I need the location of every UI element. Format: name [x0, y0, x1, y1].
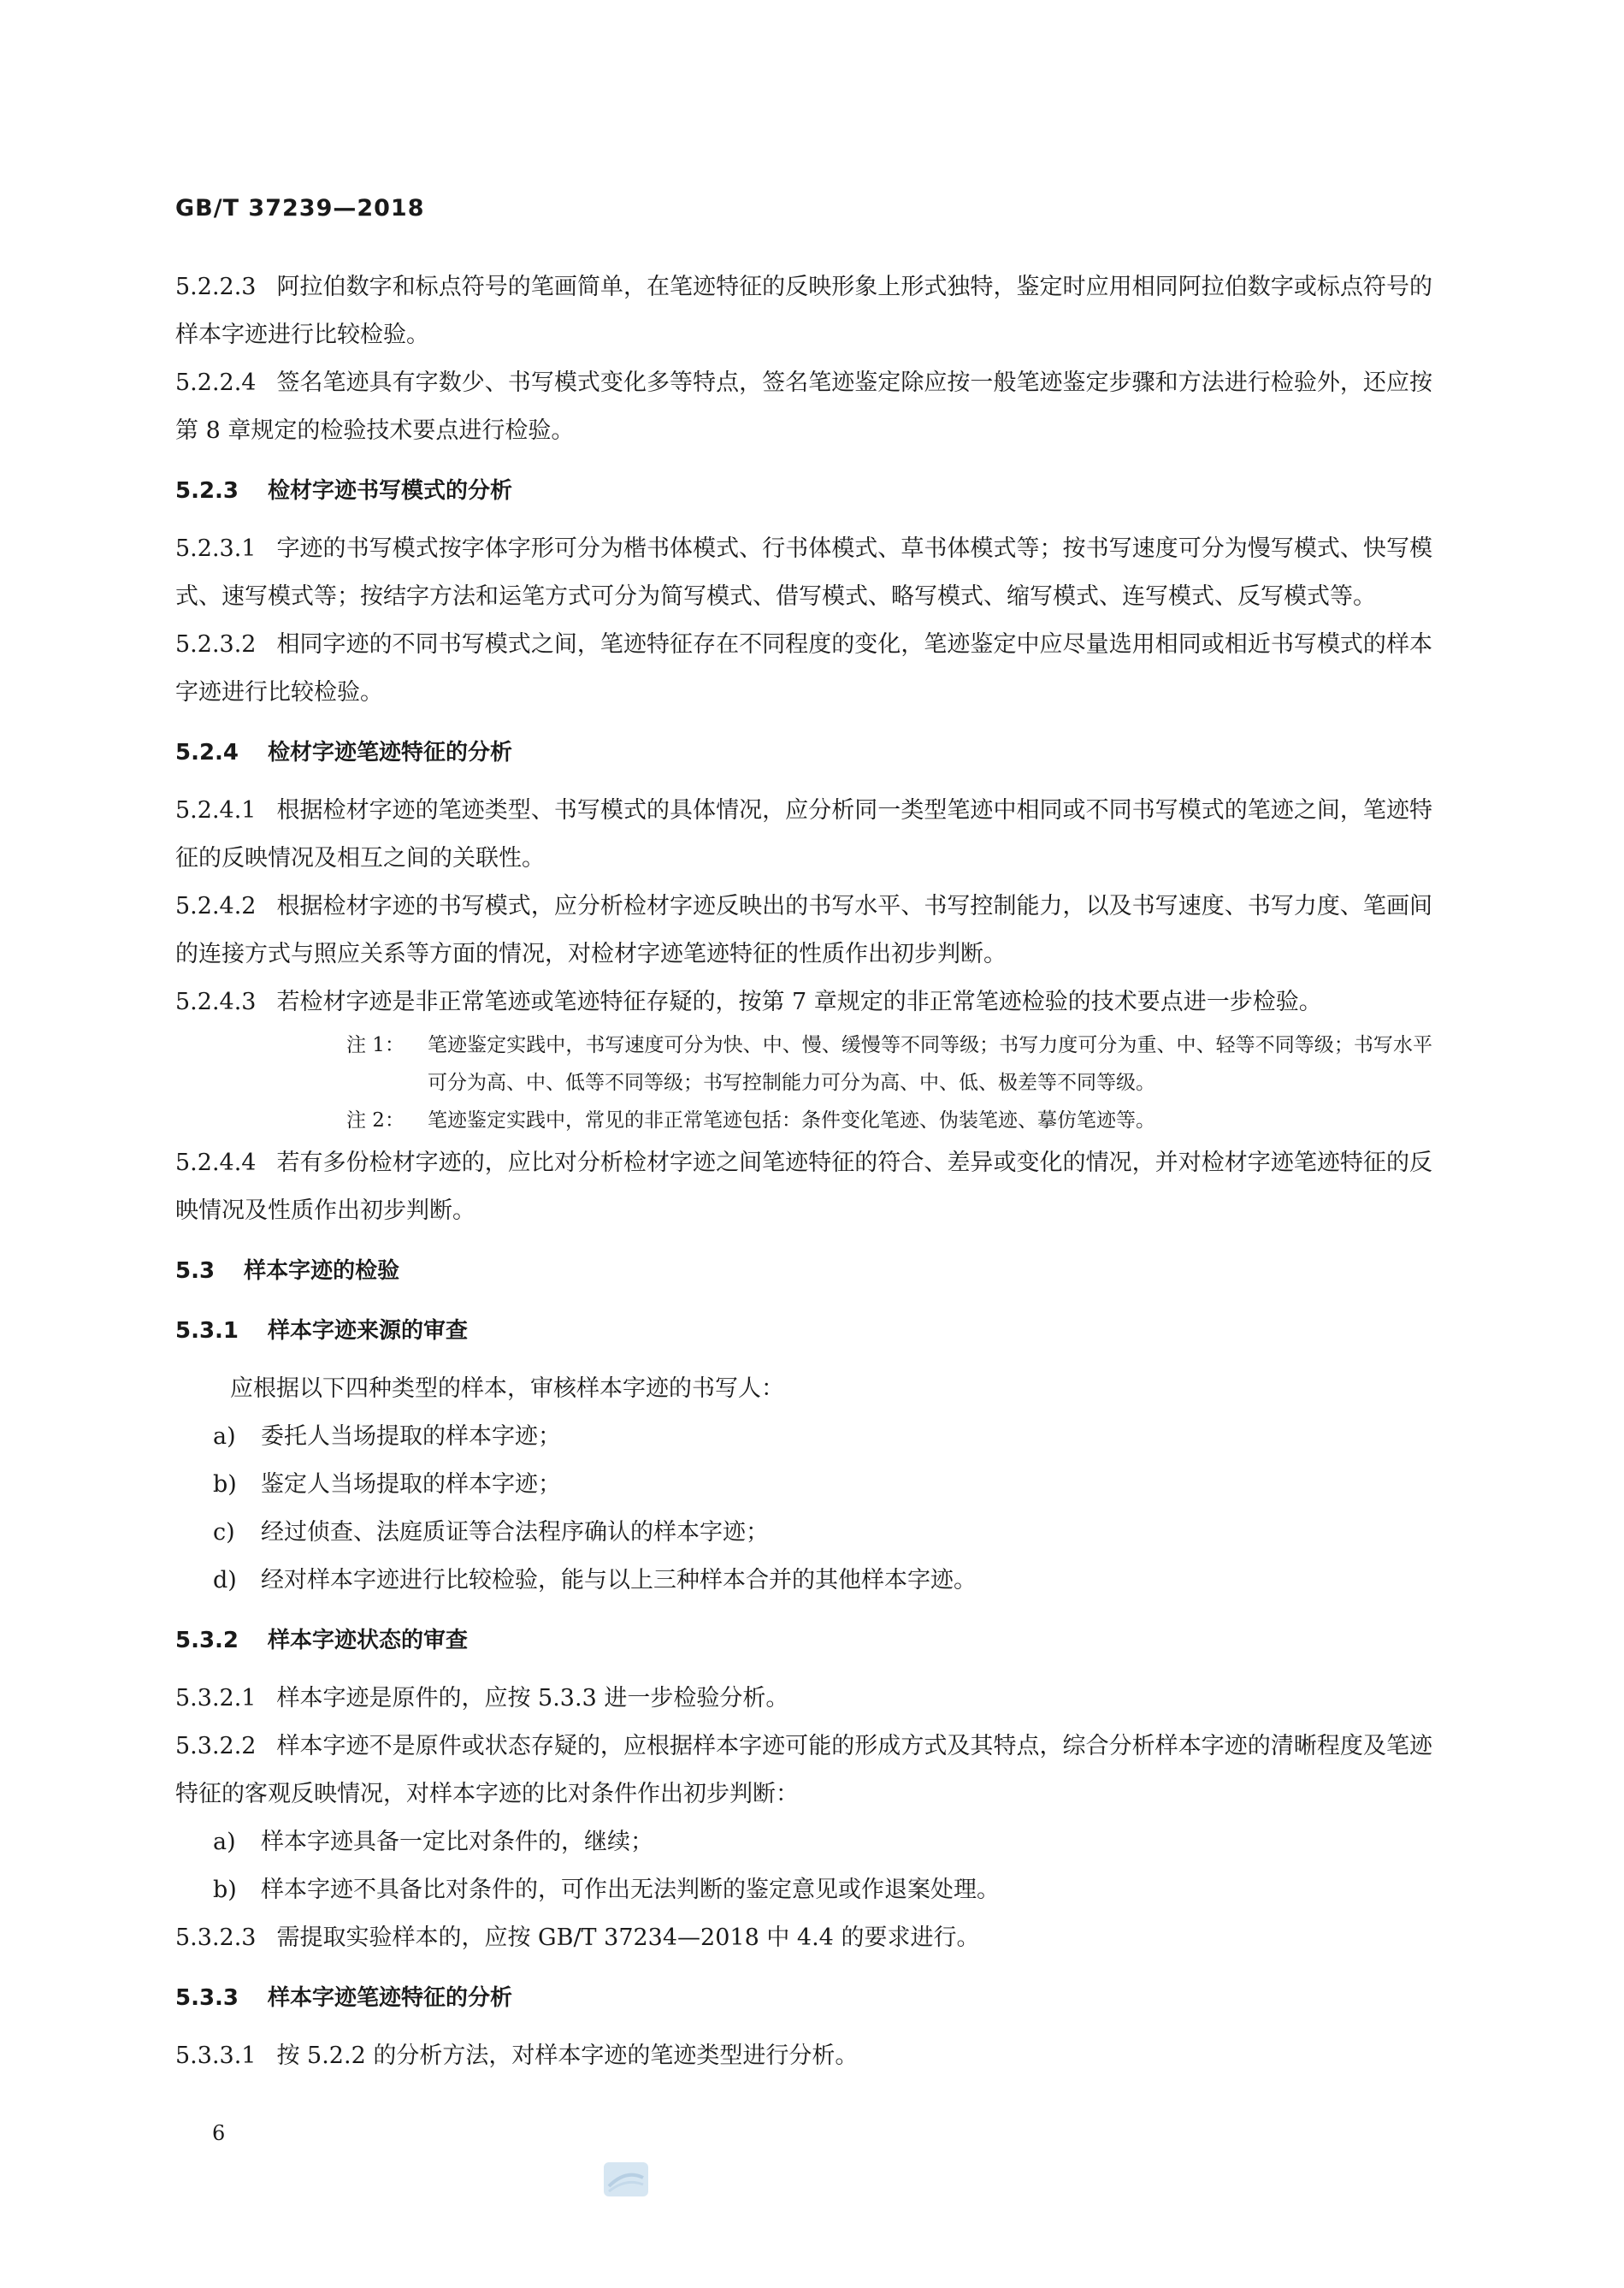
clause-number: 5.3.3.1 [175, 2043, 257, 2069]
clause-number: 5.2.3.2 [175, 631, 257, 658]
clause-number: 5.2.4.3 [175, 989, 257, 1015]
note-text: 笔迹鉴定实践中，书写速度可分为快、中、慢、缓慢等不同等级；书写力度可分为重、中、轻等不同等级；书写水平可分为高、中、低等不同等级；书写控制能力可分为高、中、低、极差等不同等级。 [428, 1034, 1432, 1094]
clause-paragraph [175, 1723, 1432, 1818]
section-title: 样本字迹的检验 [244, 1258, 400, 1284]
clause-number: 5.2.3.1 [175, 535, 257, 562]
page-number: 6 [212, 2121, 226, 2145]
section-heading [175, 1974, 1432, 2022]
list-marker: d) [213, 1567, 237, 1593]
clause-number: 5.2.2.3 [175, 274, 257, 300]
note-label: 注 2： [346, 1109, 405, 1132]
clause-text: 根据检材字迹的笔迹类型、书写模式的具体情况，应分析同一类型笔迹中相同或不同书写模式的笔迹之间，笔迹特征的反映情况及相互之间的关联性。 [175, 797, 1432, 872]
list-marker: b) [213, 1877, 237, 1903]
section-heading [175, 729, 1432, 777]
list-item [175, 1461, 1432, 1509]
section-heading [175, 1617, 1432, 1664]
list-item-text: 样本字迹具备一定比对条件的，继续； [261, 1829, 653, 1855]
list-item [175, 1413, 1432, 1461]
section-title: 样本字迹来源的审查 [268, 1318, 469, 1344]
list-marker: c) [213, 1519, 235, 1546]
clause-text: 样本字迹是原件的，应按 5.3.3 进一步检验分析。 [276, 1685, 789, 1712]
watermark-logo-icon [604, 2162, 648, 2196]
note-label: 注 1： [346, 1034, 405, 1056]
list-item-text: 样本字迹不具备比对条件的，可作出无法判断的鉴定意见或作退案处理。 [261, 1877, 1000, 1903]
list-item [175, 1509, 1432, 1557]
clause-paragraph [175, 1139, 1432, 1235]
list-item-text: 经对样本字迹进行比较检验，能与以上三种样本合并的其他样本字迹。 [261, 1567, 977, 1593]
clause-number: 5.3.2.1 [175, 1685, 257, 1712]
clause-text: 若有多份检材字迹的，应比对分析检材字迹之间笔迹特征的符合、差异或变化的情况，并对检材字迹笔迹特征的反映情况及性质作出初步判断。 [175, 1150, 1432, 1224]
section-heading [175, 1307, 1432, 1355]
note-paragraph [175, 1102, 1432, 1139]
list-marker: b) [213, 1471, 237, 1498]
clause-number: 5.3.2.2 [175, 1733, 257, 1759]
document-body [175, 263, 1432, 2080]
clause-text: 需提取实验样本的，应按 GB/T 37234—2018 中 4.4 的要求进行。 [276, 1924, 980, 1951]
list-marker: a) [213, 1423, 236, 1450]
clause-paragraph [175, 621, 1432, 717]
clause-paragraph [175, 978, 1432, 1026]
list-item-text: 委托人当场提取的样本字迹； [261, 1423, 561, 1450]
standard-code-header: GB/T 37239—2018 [175, 195, 425, 222]
section-title: 检材字迹书写模式的分析 [268, 478, 513, 504]
list-item [175, 1818, 1432, 1866]
clause-paragraph [175, 525, 1432, 621]
clause-text: 相同字迹的不同书写模式之间，笔迹特征存在不同程度的变化，笔迹鉴定中应尽量选用相同或相近书写模式的样本字迹进行比较检验。 [175, 631, 1432, 706]
clause-number: 5.2.4.1 [175, 797, 257, 824]
section-number: 5.3.2 [175, 1628, 239, 1653]
section-heading [175, 1247, 1432, 1295]
clause-text: 签名笔迹具有字数少、书写模式变化多等特点，签名笔迹鉴定除应按一般笔迹鉴定步骤和方法进行检验外，还应按第 8 章规定的检验技术要点进行检验。 [175, 370, 1432, 444]
list-item-text: 经过侦查、法庭质证等合法程序确认的样本字迹； [261, 1519, 769, 1546]
clause-paragraph [175, 787, 1432, 883]
section-title: 检材字迹笔迹特征的分析 [268, 740, 513, 766]
list-item [175, 1866, 1432, 1914]
clause-paragraph [175, 263, 1432, 359]
note-text: 笔迹鉴定实践中，常见的非正常笔迹包括：条件变化笔迹、伪装笔迹、摹仿笔迹等。 [428, 1109, 1155, 1132]
section-heading [175, 467, 1432, 515]
clause-text: 按 5.2.2 的分析方法，对样本字迹的笔迹类型进行分析。 [276, 2043, 859, 2069]
clause-text: 字迹的书写模式按字体字形可分为楷书体模式、行书体模式、草书体模式等；按书写速度可分为慢写模式、快写模式、速写模式等；按结字方法和运笔方式可分为简写模式、借写模式、略写模式、缩写模式、连写模式、反写模式等。 [175, 535, 1432, 610]
clause-text: 若检材字迹是非正常笔迹或笔迹特征存疑的，按第 7 章规定的非正常笔迹检验的技术要点进一步检验。 [276, 989, 1322, 1015]
clause-number: 5.2.2.4 [175, 370, 257, 396]
clause-number: 5.2.4.4 [175, 1150, 257, 1176]
section-title: 样本字迹状态的审查 [268, 1628, 469, 1653]
intro-paragraph: 应根据以下四种类型的样本，审核样本字迹的书写人： [230, 1375, 784, 1402]
list-item-text: 鉴定人当场提取的样本字迹； [261, 1471, 561, 1498]
clause-text: 阿拉伯数字和标点符号的笔画简单，在笔迹特征的反映形象上形式独特，鉴定时应用相同阿拉伯数字或标点符号的样本字迹进行比较检验。 [175, 274, 1432, 348]
list-marker: a) [213, 1829, 236, 1855]
clause-number: 5.2.4.2 [175, 893, 257, 919]
clause-paragraph [175, 2032, 1432, 2080]
clause-paragraph [175, 359, 1432, 455]
section-number: 5.3.1 [175, 1318, 239, 1344]
clause-number: 5.3.2.3 [175, 1924, 257, 1951]
section-number: 5.2.4 [175, 740, 239, 766]
section-number: 5.3 [175, 1258, 216, 1284]
section-number: 5.2.3 [175, 478, 239, 504]
clause-paragraph [175, 1914, 1432, 1962]
clause-paragraph [175, 883, 1432, 978]
section-title: 样本字迹笔迹特征的分析 [268, 1985, 513, 2011]
clause-text: 样本字迹不是原件或状态存疑的，应根据样本字迹可能的形成方式及其特点，综合分析样本字迹的清晰程度及笔迹特征的客观反映情况，对样本字迹的比对条件作出初步判断： [175, 1733, 1432, 1807]
clause-paragraph [175, 1675, 1432, 1723]
list-item [175, 1557, 1432, 1605]
clause-text: 根据检材字迹的书写模式，应分析检材字迹反映出的书写水平、书写控制能力，以及书写速度、书写力度、笔画间的连接方式与照应关系等方面的情况，对检材字迹笔迹特征的性质作出初步判断。 [175, 893, 1432, 967]
section-number: 5.3.3 [175, 1985, 239, 2011]
note-paragraph [175, 1026, 1432, 1102]
